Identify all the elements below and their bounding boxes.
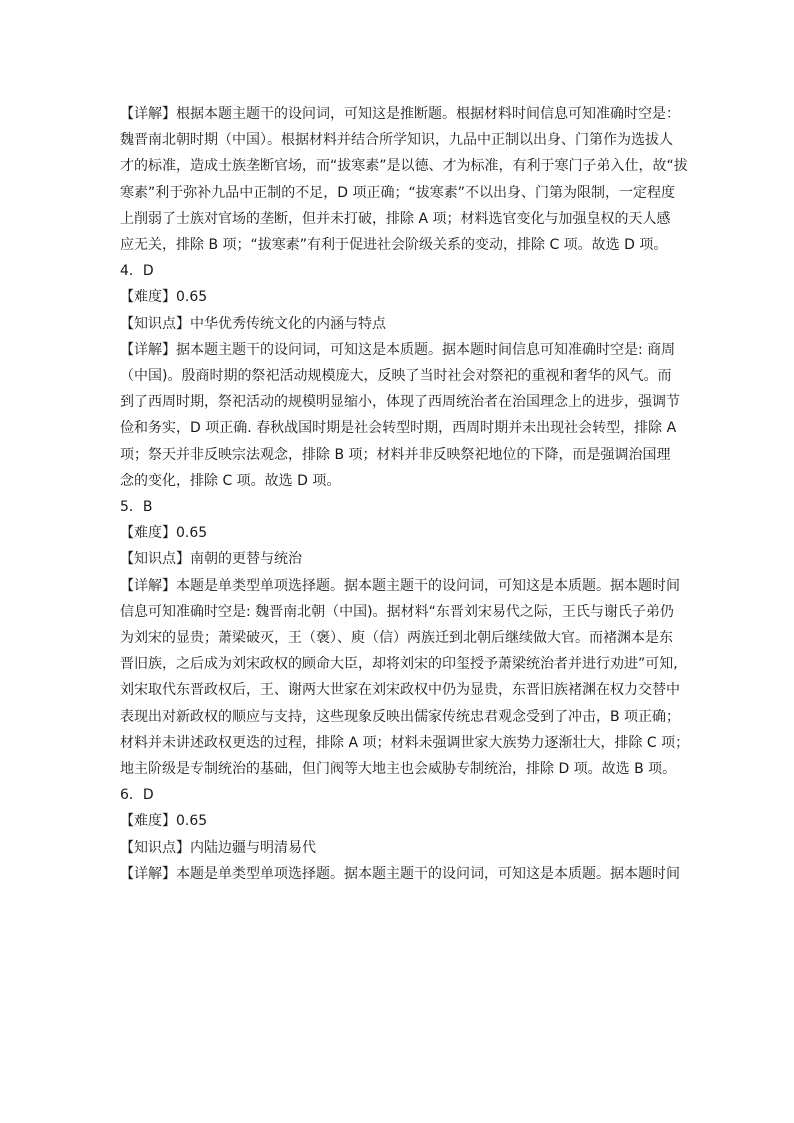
meta-field <box>120 808 680 834</box>
explanation-line <box>120 206 680 232</box>
explanation-text: 表现出对新政权的顺应与支持，这些现象反映出儒家传统忠君观念受到了冲击，B 项正确； <box>120 708 681 725</box>
explanation-block <box>120 573 690 783</box>
explanation-text: 信息可知准确时空是: 魏晋南北朝（中国)。据材料“东晋刘宋易代之际，王氏与谢氏子弟仍 <box>120 603 674 620</box>
explanation-tag: 【详解】 <box>120 577 176 594</box>
question-answer: 5．B <box>120 499 153 516</box>
explanation-line <box>120 363 680 389</box>
explanation-text: 才的标准，造成士族垄断官场，而“拔寒素”是以德、才为标准，有利于寒门子弟入仕，故“拔 <box>120 158 688 175</box>
explanation-text: 根据本题主题干的设问词，可知这是推断题。根据材料时间信息可知准确时空是： <box>176 106 680 122</box>
explanation-tag: 【详解】 <box>120 865 176 882</box>
explanation-text: 本题是单类型单项选择题。据本题主题干的设问词，可知这是本质题。据本题时间 <box>176 865 680 882</box>
field-tag: 【知识点】 <box>120 315 190 332</box>
explanation-tag: 【详解】 <box>120 106 176 122</box>
answer-explanations <box>120 101 690 887</box>
explanation-text: 上削弱了士族对官场的垄断，但并未打破，排除 A 项；材料选官变化与加强皇权的天人感 <box>120 210 671 227</box>
explanation-text: 刘宋取代东晋政权后，王、谢两大世家在刘宋政权中仍为显贵，东晋旧族褚渊在权力交替中 <box>120 682 680 699</box>
explanation-text: 魏晋南北朝时期（中国）。根据材料并结合所学知识，九品中正制以出身、门第作为选拔人 <box>120 132 673 149</box>
field-tag: 【难度】 <box>120 813 176 830</box>
explanation-text: 应无关，排除 B 项；“拔寒素”有利于促进社会阶级关系的变动，排除 C 项。故选 D 项。 <box>120 237 668 254</box>
explanation-line <box>120 651 680 677</box>
explanation-block <box>120 861 680 887</box>
explanation-line <box>120 625 680 651</box>
explanation-line <box>120 468 680 494</box>
meta-field <box>120 835 680 861</box>
question-answer: 6．D <box>120 787 154 804</box>
field-tag: 【难度】 <box>120 289 176 306</box>
meta-field <box>120 520 680 546</box>
explanation-line <box>120 415 680 441</box>
explanation-line <box>120 677 680 703</box>
explanation-text: 为刘宋的显贵；萧梁破灭，王（褒）、庾（信）两族迁到北朝后继续做大官。而褚渊本是东 <box>120 630 673 647</box>
field-value: 南朝的更替与统治 <box>190 551 302 568</box>
explanation-line <box>120 180 680 206</box>
field-tag: 【知识点】 <box>120 839 190 856</box>
explanation-line <box>120 756 680 782</box>
meta-field <box>120 284 680 310</box>
field-value: 中华优秀传统文化的内涵与特点 <box>190 315 386 332</box>
explanation-text: 材料并未讲述政权更迭的过程，排除 A 项；材料未强调世家大族势力逐渐壮大，排除 C 项； <box>120 734 690 751</box>
explanation-line <box>120 599 680 625</box>
explanation-line <box>120 442 680 468</box>
field-tag: 【难度】 <box>120 525 176 542</box>
explanation-block <box>120 337 680 494</box>
explanation-text: 项；祭天并非反映宗法观念，排除 B 项；材料并非反映祭祀地位的下降，而是强调治国理 <box>120 446 671 463</box>
field-tag: 【知识点】 <box>120 551 190 568</box>
field-value: 0.65 <box>176 525 208 542</box>
explanation-text: 晋旧族，之后成为刘宋政权的顾命大臣，却将刘宋的印玺授予萧梁统治者并进行劝进”可知, <box>120 656 678 673</box>
explanation-line <box>120 101 680 127</box>
explanation-text: 念的变化，排除 C 项。故选 D 项。 <box>120 472 341 489</box>
explanation-text: 地主阶级是专制统治的基础，但门阀等大地主也会威胁专制统治，排除 D 项。故选 B 项。 <box>120 761 677 778</box>
explanation-line <box>120 232 680 258</box>
meta-field <box>120 311 680 337</box>
explanation-line <box>120 153 688 179</box>
explanation-text: 俭和务实，D 项正确. 春秋战国时期是社会转型时期，西周时期并未出现社会转型，排除 A <box>120 420 677 437</box>
explanation-text: （中国)。殷商时期的祭祀活动规模庞大，反映了当时社会对祭祀的重视和奢华的风气。而 <box>120 368 672 385</box>
field-value: 内陆边疆与明清易代 <box>190 839 316 856</box>
explanation-line <box>120 127 680 153</box>
field-value: 0.65 <box>176 813 208 830</box>
explanation-text: 本题是单类型单项选择题。据本题主题干的设问词，可知这是本质题。据本题时间 <box>176 577 680 594</box>
explanation-line <box>120 573 680 599</box>
explanation-line <box>120 704 680 730</box>
explanation-line <box>120 389 680 415</box>
explanation-text: 到了西周时期，祭祀活动的规模明显缩小，体现了西周统治者在治国理念上的进步，强调节 <box>120 394 680 411</box>
explanation-text: 据本题主题干的设问词，可知这是本质题。据本题时间信息可知准确时空是: 商周 <box>176 341 676 358</box>
explanation-line <box>120 861 680 887</box>
explanation-text: 寒素”利于弥补九品中正制的不足，D 项正确；“拔寒素”不以出身、门第为限制，一定程度 <box>120 184 675 201</box>
explanation-block <box>120 101 688 258</box>
explanation-line <box>120 730 690 756</box>
field-value: 0.65 <box>176 289 208 306</box>
question-answer: 4．D <box>120 263 154 280</box>
explanation-tag: 【详解】 <box>120 341 176 358</box>
explanation-line <box>120 337 680 363</box>
meta-field <box>120 546 680 572</box>
